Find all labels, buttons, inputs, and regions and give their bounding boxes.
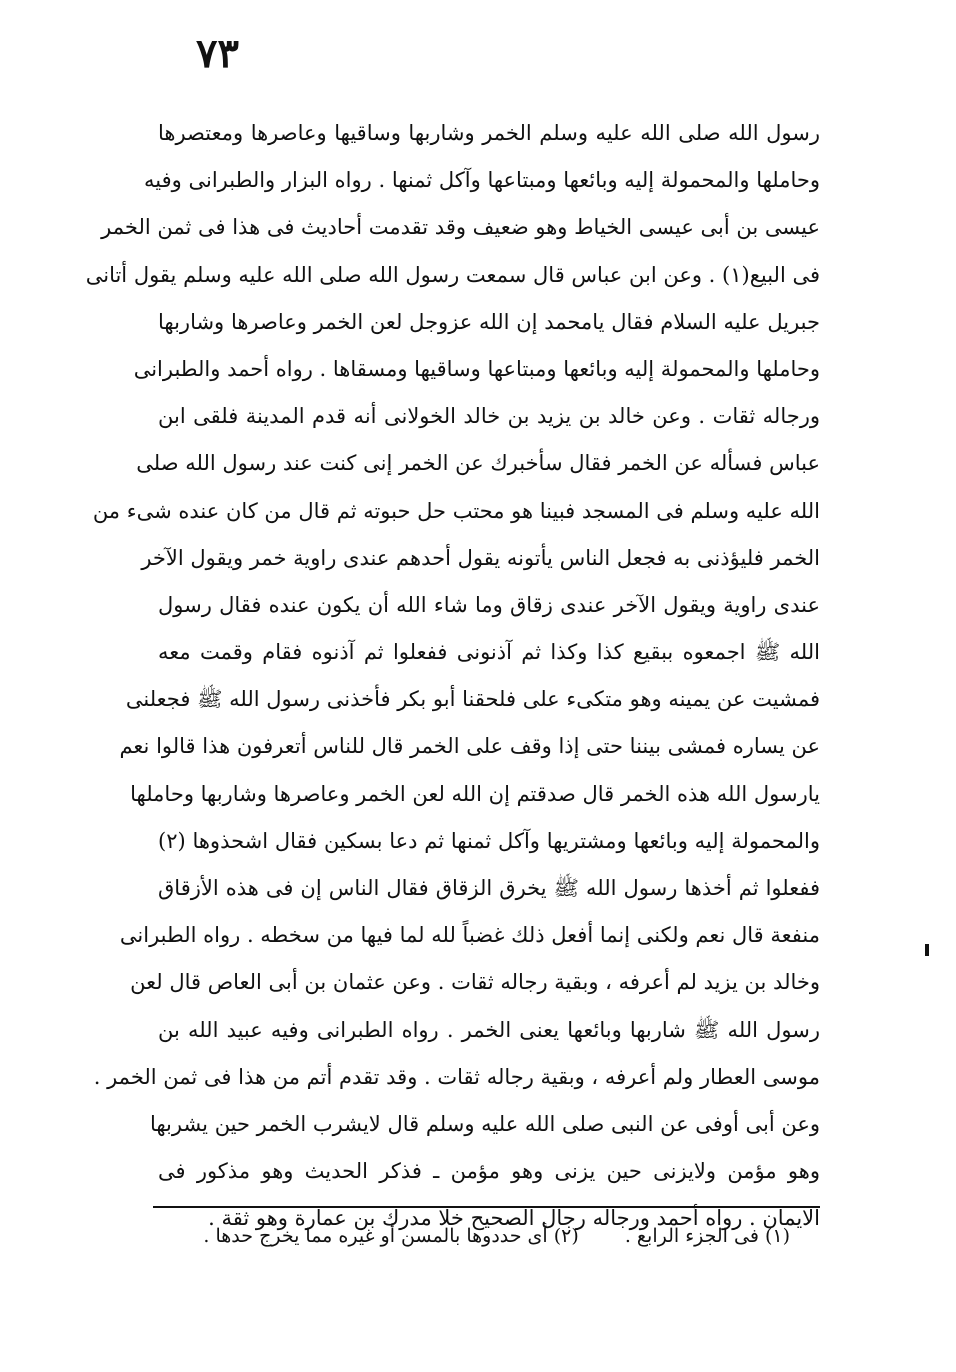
text-line: عن يساره فمشى بيننا حتى إذا وقف على الخمر قال للناس أتعرفون هذا قالوا نعم bbox=[119, 734, 820, 759]
text-line: وهو مؤمن ولايزنى حين يزنى وهو مؤمن ـ فذكر الحديث وهو مذكور فى bbox=[158, 1159, 820, 1184]
text-line: فى البيع(١) . وعن ابن عباس قال سمعت رسول الله صلى الله عليه وسلم يقول أتانى bbox=[85, 262, 820, 287]
footnote-1: (١) فى الجزء الرابع . bbox=[624, 1225, 790, 1247]
text-line: الخمر فليؤذنى به فجعل الناس يأتونه يقول أحدهم عندى راوية خمر ويقول الآخر bbox=[141, 545, 820, 570]
text-line: يارسول الله هذه الخمر قال صدقتم إن الله لعن الخمر وعاصرها وشاربها وحاملها bbox=[130, 781, 820, 806]
text-line: جبريل عليه السلام فقال يامحمد إن الله عزوجل لعن الخمر وعاصرها وشاربها bbox=[158, 309, 820, 334]
text-line: عباس فسأله عن الخمر فقال سأخبرك عن الخمر إنى كنت عند رسول الله صلى bbox=[136, 451, 820, 476]
text-line: منفعة قال نعم ولكنى إنما أفعل ذلك غضباً لله لما فيها من سخطه . رواه الطبرانى bbox=[119, 923, 820, 948]
text-line: موسى العطار ولم أعرفه ، وبقية رجاله ثقات . وقد تقدم أتم من هذا فى ثمن الخمر . bbox=[93, 1064, 820, 1089]
text-line: فمشيت عن يمينه وهو متكىء على فلحقنا أبو بكر فأخذنى رسول الله ﷺ فجعلنى bbox=[125, 687, 820, 712]
margin-mark bbox=[925, 944, 929, 956]
text-line: ورجاله ثقات . وعن خالد بن يزيد بن خالد الخولانى أنه قدم المدينة فلقى ابن bbox=[158, 404, 820, 429]
footnotes bbox=[158, 1218, 790, 1254]
text-line: والمحمولة إليه وبائعها ومشتريها وآكل ثمنها ثم دعا بسكين فقال اشحذوها (٢) bbox=[158, 828, 820, 853]
page-number: ٧٣ bbox=[196, 30, 239, 77]
text-line: عيسى بن أبى عيسى الخياط وهو ضعيف وقد تقدمت أحاديث فى هذا فى ثمن الخمر bbox=[101, 215, 820, 240]
text-line: عندى راوية ويقول الآخر عندى زقاق وما شاء الله أن يكون عنده فقال رسول bbox=[158, 592, 820, 617]
text-line: الله ﷺ اجمعوه ببقيع كذا وكذا ثم آذنونى ففعلوا ثم آذنوه فقام وقمت معه bbox=[158, 640, 820, 665]
body-text bbox=[85, 110, 820, 1243]
footnote-divider bbox=[153, 1206, 820, 1208]
text-line: ففعلوا ثم أخذها رسول الله ﷺ يخرق الزقاق فقال الناس إن فى هذه الأزقاق bbox=[158, 876, 820, 900]
footnote-2: (٢) أى حددوها بالمسن أو غيره مما يخرج حدها . bbox=[203, 1225, 579, 1247]
text-line: رسول الله ﷺ شاربها وبائعها يعنى الخمر . رواه الطبرانى وفيه عبيد الله بن bbox=[158, 1017, 820, 1042]
text-line: الايمان . رواه أحمد ورجاله رجال الصحيح خلا مدرك بن عمارة وهو ثقة . bbox=[208, 1206, 820, 1231]
text-line: وحاملها والمحمولة إليه وبائعها ومبتاعها وآكل ثمنها . رواه البزار والطبرانى وفيه bbox=[144, 168, 820, 193]
text-line: وعن أبى أوفى عن النبى صلى الله عليه وسلم قال لايشرب الخمر حين يشربها bbox=[149, 1111, 820, 1136]
text-line: وخالد بن يزيد لم أعرفه ، وبقية رجاله ثقات . وعن عثمان بن أبى العاص قال لعن bbox=[130, 970, 820, 995]
text-line: وحاملها والمحمولة إليه وبائعها ومبتاعها وساقيها ومسقاها . رواه أحمد والطبرانى bbox=[133, 356, 820, 381]
text-line: الله عليه وسلم فى المسجد فبينا هو محتب حل حبوته ثم قال من كان عنده شىء من bbox=[92, 498, 820, 523]
text-line: رسول الله صلى الله عليه وسلم الخمر وشاربها وساقيها وعاصرها ومعتصرها bbox=[158, 121, 820, 145]
